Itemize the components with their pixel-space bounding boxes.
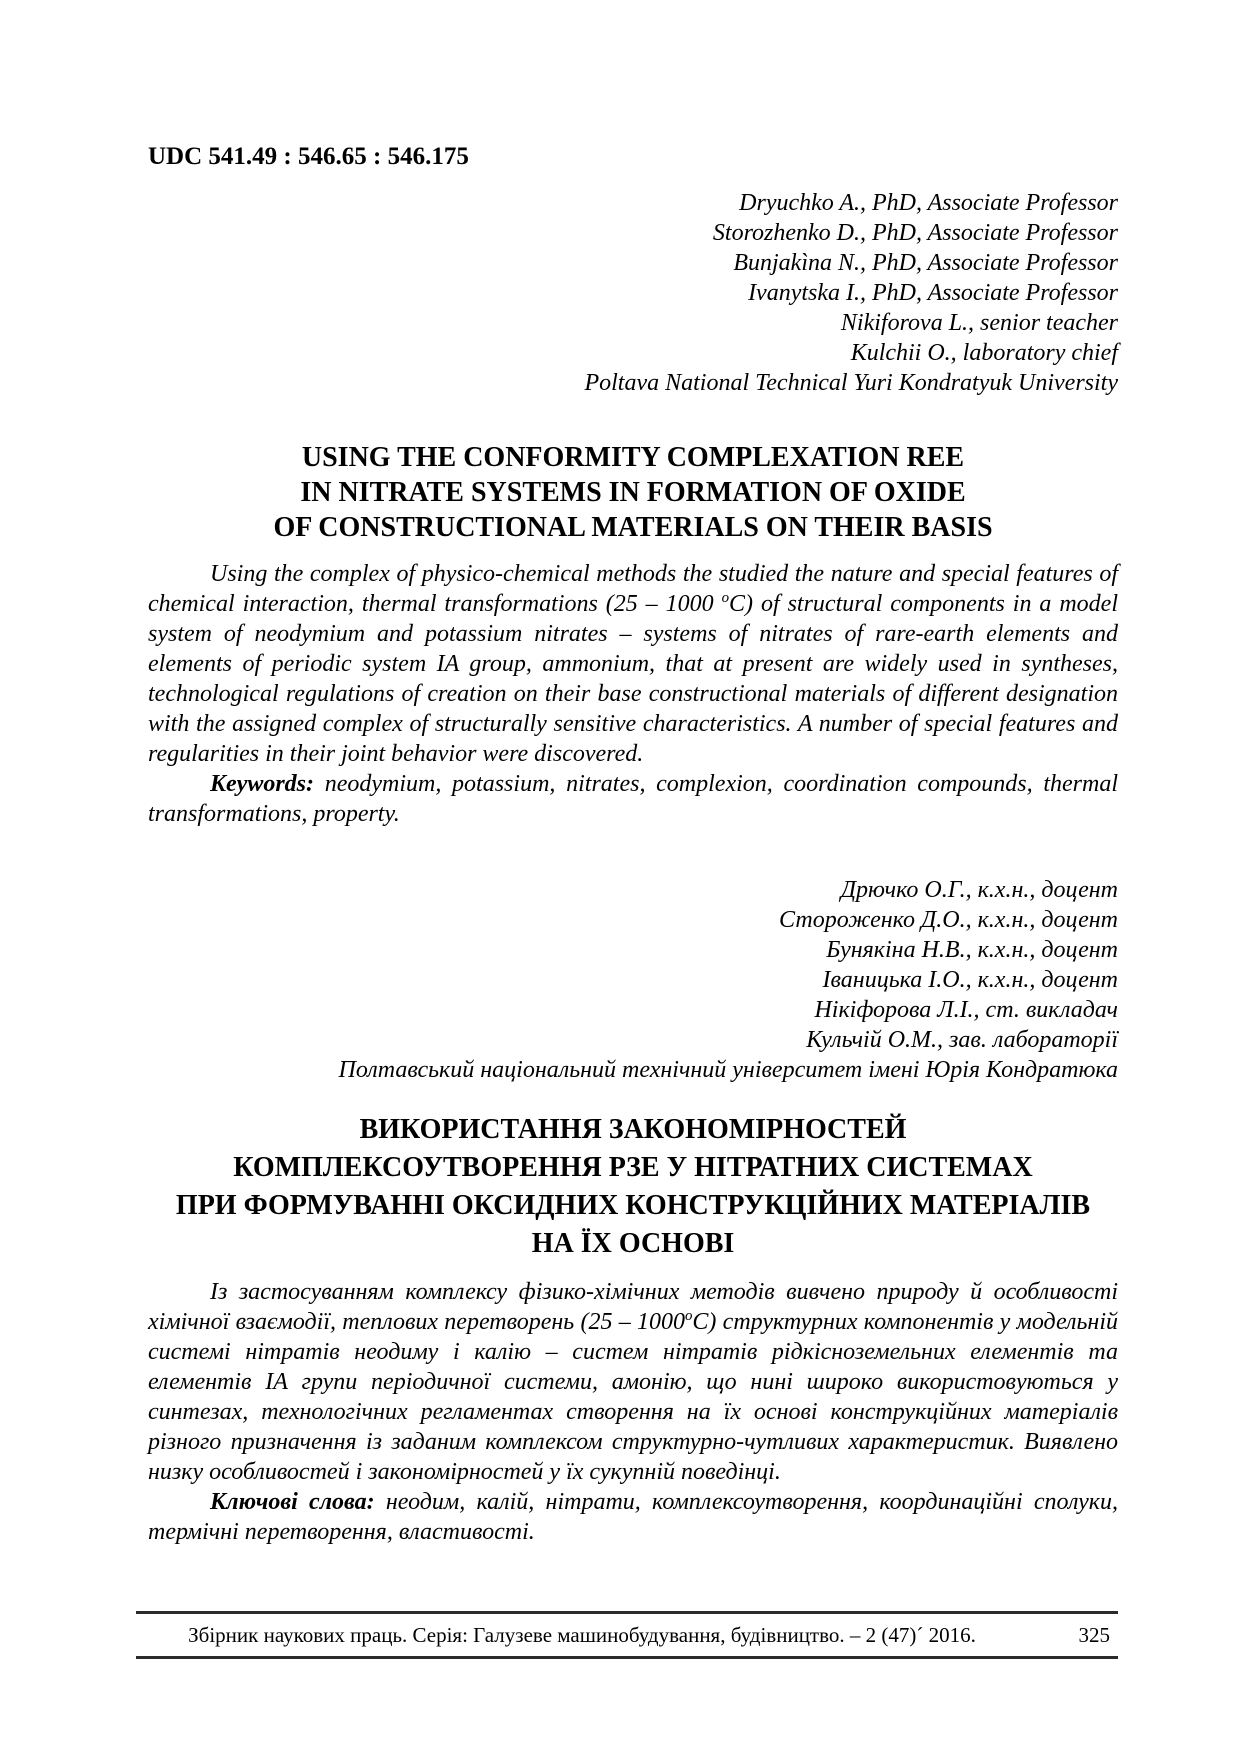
abstract-ukrainian (148, 1277, 1118, 1487)
journal-citation: Збірник наукових праць. Серія: Галузеве машинобудування, будівництво. – 2 (47)´ 2016. (188, 1623, 976, 1647)
keywords-label: Keywords: (210, 771, 314, 797)
superscript-degree: o (721, 590, 730, 606)
keywords-english (148, 769, 1118, 829)
author-line: Ivanytska I., PhD, Associate Professor (748, 280, 1118, 306)
abstract-text: Using the complex of physico-chemical methods the studied the nature and special features of chemical interaction, thermal transformations (25 – 1000 (148, 561, 1118, 617)
author-line: Nikiforova L., senior teacher (840, 310, 1118, 336)
author-line: Дрючко О.Г., к.х.н., доцент (840, 877, 1118, 903)
author-line: Бунякіна Н.В., к.х.н., доцент (826, 937, 1118, 963)
title-line: НА ЇХ ОСНОВІ (531, 1228, 735, 1259)
abstract-text: C) of structural components in a model system of neodymium and potassium nitrates – systems of nitrates of rare-earth elements and elements of periodic system IA group, ammonium, that at present are widely used in syntheses, technological regulations of creation on their base constructional materials of different designation with the assigned complex of structurally sensitive characteristics. A number of special features and regularities in their joint behavior were discovered. (148, 591, 1118, 767)
affiliation-ukrainian: Полтавський національний технічний університет імені Юрія Кондратюка (338, 1057, 1118, 1083)
abstract-text: Із застосуванням комплексу фізико-хімічних методів вивчено природу й особливості хімічної взаємодії, теплових перетворень (25 – 1000 (148, 1279, 1118, 1335)
author-line: Кульчій О.М., зав. лабораторії (806, 1027, 1118, 1053)
keywords-ukrainian (148, 1487, 1118, 1547)
page-content (148, 0, 1118, 1547)
title-line: КОМПЛЕКСОУТВОРЕННЯ РЗЕ У НІТРАТНИХ СИСТЕМАХ (233, 1152, 1033, 1183)
abstract-text: С) структурних компонентів у модельній системі нітратів неодиму і калію – систем нітратів рідкісноземельних елементів та елементів ІА групи періодичної системи, амонію, що нині широко використовуються у синтезах, технологічних регламентах створення на їх основі конструкційних матеріалів різного призначення із заданим комплексом структурно-чутливих характеристик. Виявлено низку особливостей і закономірностей у їх сукупній поведінці. (148, 1309, 1118, 1485)
author-line: Storozhenko D., PhD, Associate Professor (712, 220, 1118, 246)
udc-code: UDC 541.49 : 546.65 : 546.175 (148, 143, 469, 170)
author-line: Dryuchko A., PhD, Associate Professor (739, 190, 1118, 216)
author-line: Стороженко Д.О., к.х.н., доцент (779, 907, 1118, 933)
author-line: Bunjakìna N., PhD, Associate Professor (733, 250, 1118, 276)
keywords-text: неодим, калій, нітрати, комплексоутворення, координаційні сполуки, термічні перетворення, властивості. (148, 1489, 1118, 1545)
author-line: Нікіфорова Л.І., ст. викладач (814, 997, 1118, 1023)
authors-english (148, 188, 1118, 398)
affiliation-english: Poltava National Technical Yuri Kondratyuk University (584, 370, 1118, 396)
title-line: ВИКОРИСТАННЯ ЗАКОНОМІРНОСТЕЙ (359, 1114, 907, 1145)
paper-title-ukrainian (148, 1111, 1118, 1263)
title-line: ПРИ ФОРМУВАННІ ОКСИДНИХ КОНСТРУКЦІЙНИХ МАТЕРІАЛІВ (175, 1190, 1091, 1221)
keywords-text: neodymium, potassium, nitrates, complexion, coordination compounds, thermal transformations, property. (148, 771, 1118, 827)
keywords-label: Ключові слова: (210, 1489, 375, 1515)
title-line: USING THE CONFORMITY COMPLEXATION REE (301, 442, 965, 473)
abstract-english (148, 559, 1118, 769)
paper-title-english (148, 440, 1118, 545)
page-footer (136, 1611, 1118, 1659)
title-line: OF CONSTRUCTIONAL MATERIALS ON THEIR BASIS (273, 512, 993, 543)
title-line: IN NITRATE SYSTEMS IN FORMATION OF OXIDE (300, 477, 966, 508)
author-line: Kulchii O., laboratory chief (850, 340, 1118, 366)
author-line: Іваницька І.О., к.х.н., доцент (822, 967, 1118, 993)
superscript-degree: о (684, 1308, 693, 1324)
authors-ukrainian (148, 875, 1118, 1085)
page-number: 325 (1078, 1623, 1110, 1647)
